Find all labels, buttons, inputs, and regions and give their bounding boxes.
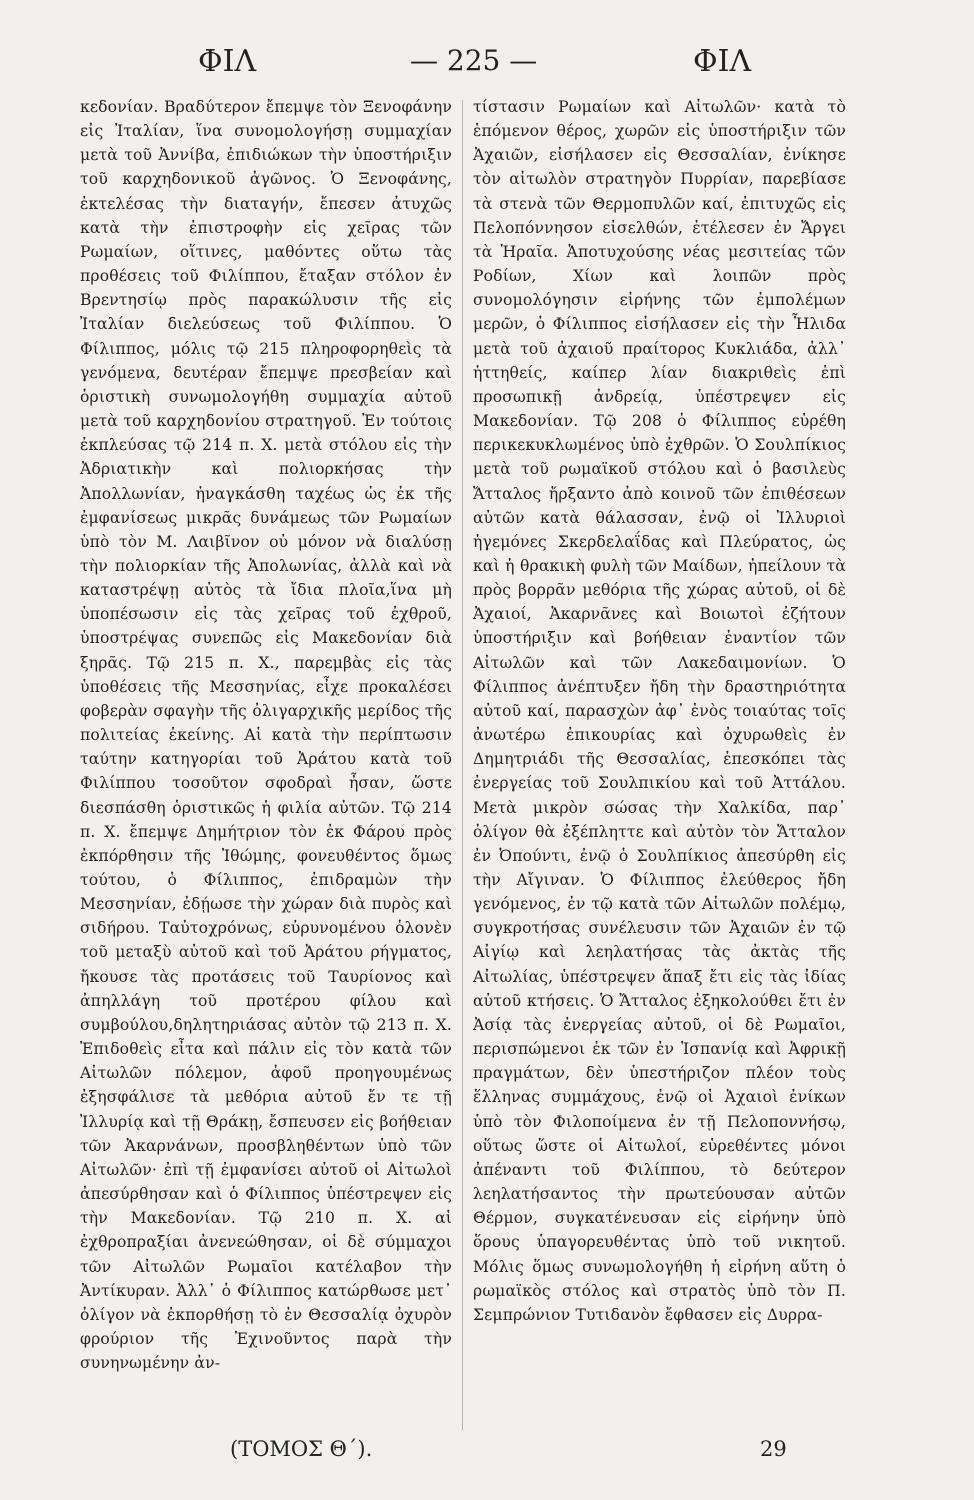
column-divider xyxy=(462,100,463,1430)
page-number: — 225 — xyxy=(410,44,538,77)
signature-mark: 29 xyxy=(760,1437,787,1461)
header-right-title: ΦΙΛ xyxy=(693,44,752,79)
left-column-text: κεδονίαν. Βραδύτερον ἔπεμψε τὸν Ξενοφάνην εἰς Ἰταλίαν, ἵνα συνομολογήσῃ συμμαχίαν μετὰ τοῦ Ἀννίβα, ἐπιδιώκων τὴν ὑποστήριξιν τοῦ καρχηδονικοῦ ἀγῶνος. Ὁ Ξενοφάνης, ἐκτελέσας τὴν διαταγήν, ἔπεσεν ἀτυχῶς κατὰ τὴν ἐπιστροφὴν εἰς χεῖρας τῶν Ρωμαίων, οἵτινες, μαθόντες οὕτω τὰς προθέσεις τοῦ Φιλίππου, ἔταξαν στόλον ἐν Βρεντησίῳ πρὸς παρακώλυσιν τῆς εἰς Ἰταλίαν διελεύσεως τοῦ Φιλίππου. Ὁ Φίλιππος, μόλις τῷ 215 πληροφορηθεὶς τὰ γενόμενα, δευτέραν ἔπεμψε πρεσβείαν καὶ ὁριστικὴ συνωμολογήθη συμμαχία αὐτοῦ μετὰ τοῦ καρχηδονίου στρατηγοῦ. Ἐν τούτοις ἐκπλεύσας τῷ 214 π. Χ. μετὰ στόλου εἰς τὴν Ἀδριατικὴν καὶ πολιορκήσας τὴν Ἀπολλωνίαν, ἠναγκάσθη ταχέως ὡς ἐκ τῆς ἐμφανίσεως μικρᾶς δυνάμεως τῶν Ρωμαίων ὑπὸ τὸν Μ. Λαιβῖνον οὐ μόνον νὰ διαλύσῃ τὴν πολιορκίαν τῆς Ἀπολωνίας, ἀλλὰ καὶ νὰ καταστρέψῃ αὐτὸς τὰ ἴδια πλοῖα,ἵνα μὴ ὑποπέσωσιν εἰς τὰς χεῖρας τοῦ ἐχθροῦ, ὑποστρέψας συνεπῶς εἰς Μακεδονίαν διὰ ξηρᾶς. Τῷ 215 π. Χ., παρεμβὰς εἰς τὰς ὑποθέσεις τῆς Μεσσηνίας, εἶχε προκαλέσει φοβερὰν σφαγὴν τῆς ὀλιγαρχικῆς μερίδος τῆς πολιτείας ἐκείνης. Αἱ κατὰ τὴν περίπτωσιν ταύτην κατηγορίαι τοῦ Ἀράτου κατὰ τοῦ Φιλίππου τοσοῦτον σφοδραὶ ἦσαν, ὥστε διεσπάσθη ὁριστικῶς ἡ φιλία αὐτῶν. Τῷ 214 π. Χ. ἔπεμψε Δημήτριον τὸν ἐκ Φάρου πρὸς ἐκπόρθησιν τῆς Ἰθώμης, φονευθέντος ὅμως τούτου, ὁ Φίλιππος, ἐπιδραμὼν τὴν Μεσσηνίαν, ἐδῄωσε τὴν χώραν διὰ πυρὸς καὶ σιδήρου. Ταὐτοχρόνως, εὐρυνομένου ὁλονὲν τοῦ μεταξὺ αὐτοῦ καὶ τοῦ Ἀράτου ρήγματος, ἤκουσε τὰς προτάσεις τοῦ Ταυρίονος καὶ ἀπηλλάγη τοῦ προτέρου φίλου καὶ συμβούλου,δηλητηριάσας αὐτὸν τῷ 213 π. Χ. Ἐπιδοθεὶς εἶτα καὶ πάλιν εἰς τὸν κατὰ τῶν Αἰτωλῶν πόλεμον, ἀφοῦ προηγουμένως ἐξησφάλισε τὰ μεθόρια αὐτοῦ ἔν τε τῇ Ἰλλυρίᾳ καὶ τῇ Θράκῃ, ἔσπευσεν εἰς βοήθειαν τῶν Ἀκαρνάνων, προσβληθέντων ὑπὸ τῶν Αἰτωλῶν· ἐπὶ τῇ ἐμφανίσει αὐτοῦ οἱ Αἰτωλοὶ ἀπεσύρθησαν καὶ ὁ Φίλιππος ὑπέστρεψεν εἰς τὴν Μακεδονίαν. Τῷ 210 π. Χ. αἱ ἐχθροπραξίαι ἀνενεώθησαν, οἱ δὲ σύμμαχοι τῶν Αἰτωλῶν Ρωμαῖοι κατέλαβον τὴν Ἀντίκυραν. Ἀλλ᾽ ὁ Φίλιππος κατώρθωσε μετ᾽ ὀλίγον νὰ ἐκπορθήσῃ τὸ ἐν Θεσσαλίᾳ ὀχυρὸν φρούριον τῆς Ἐχινοῦντος παρὰ τὴν συνηνωμένην ἀν- xyxy=(80,98,452,1373)
right-text-column xyxy=(473,95,846,1327)
right-column-text: τίστασιν Ρωμαίων καὶ Αἰτωλῶν· κατὰ τὸ ἑπόμενον θέρος, χωρῶν εἰς ὑποστήριξιν τῶν Ἀχαιῶν, εἰσήλασεν εἰς Θεσσαλίαν, ἐνίκησε τὸν αἰτωλὸν στρατηγὸν Πυρρίαν, παρεβίασε τὰ στενὰ τῶν Θερμοπυλῶν καί, ἐπιτυχῶς εἰς Πελοπόννησον εἰσελθών, ἐτέλεσεν ἐν Ἄργει τὰ Ἡραῖα. Ἀποτυχούσης νέας μεσιτείας τῶν Ροδίων, Χίων καὶ λοιπῶν πρὸς συνομολόγησιν εἰρήνης τῶν ἐμπολέμων μερῶν, ὁ Φίλιππος εἰσήλασεν εἰς τὴν Ἦλιδα μετὰ τοῦ ἀχαιοῦ πραίτορος Κυκλιάδα, ἀλλ᾽ ἡττηθείς, καίπερ λίαν διακριθεὶς ἐπὶ προσωπικῇ ἀνδρείᾳ, ὑπέστρεψεν εἰς Μακεδονίαν. Τῷ 208 ὁ Φίλιππος εὑρέθη περικεκυκλωμένος ὑπὸ ἐχθρῶν. Ὁ Σουλπίκιος μετὰ τοῦ ρωμαϊκοῦ στόλου καὶ ὁ βασιλεὺς Ἄτταλος ἤρξαντο ἀπὸ κοινοῦ τῶν ἐπιθέσεων αὐτῶν κατὰ θάλασσαν, ἐνῷ οἱ Ἰλλυριοὶ ἡγεμόνες Σκερδελαΐδας καὶ Πλεύρατος, ὡς καὶ ἡ θρακικὴ φυλὴ τῶν Μαίδων, ἠπείλουν τὰ πρὸς βορρᾶν μεθόρια τῆς χώρας αὐτοῦ, οἱ δὲ Ἀχαιοί, Ἀκαρνᾶνες καὶ Βοιωτοὶ ἐζήτουν ὑποστήριξιν καὶ βοήθειαν ἐναντίον τῶν Αἰτωλῶν καὶ τῶν Λακεδαιμονίων. Ὁ Φίλιππος ἀνέπτυξεν ἤδη τὴν δραστηριότητα αὐτοῦ καί, παρασχὼν ἀφ᾽ ἑνὸς τοιαύτας τοῖς ἀνωτέρω ἐπικουρίας καὶ ὀχυρωθεὶς ἐν Δημητριάδι τῆς Θεσσαλίας, ἐπεσκόπει τὰς ἐνεργείας τοῦ Σουλπικίου καὶ τοῦ Ἀττάλου. Μετὰ μικρὸν σώσας τὴν Χαλκίδα, παρ᾽ ὀλίγον θὰ ἐξέπληττε καὶ αὐτὸν τὸν Ἄτταλον ἐν Ὀπούντι, ἐνῷ ὁ Σουλπίκιος ἀπεσύρθη εἰς τὴν Αἴγιναν. Ὁ Φίλιππος ἐλεύθερος ἤδη γενόμενος, ἐν τῷ κατὰ τῶν Αἰτωλῶν πολέμῳ, συγκροτήσας συνέλευσιν τῶν Ἀχαιῶν ἐν τῷ Αἰγίῳ καὶ λεηλατήσας τὰς ἀκτὰς τῆς Αἰτωλίας, ὑπέστρεψεν ἅπαξ ἔτι εἰς τὰς ἰδίας αὐτοῦ κτήσεις. Ὁ Ἄτταλος ἐξηκολούθει ἔτι ἐν Ἀσίᾳ τὰς ἐνεργείας αὐτοῦ, οἱ δὲ Ρωμαῖοι, περισπώμενοι ἐκ τῶν ἐν Ἱσπανίᾳ καὶ Ἀφρικῇ πραγμάτων, δὲν ὑπεστήριζον πλέον τοὺς ἕλληνας συμμάχους, ἐνῷ οἱ Ἀχαιοὶ ἐνίκων ὑπὸ τὸν Φιλοποίμενα ἐν τῇ Πελοποννήσῳ, οὕτως ὥστε οἱ Αἰτωλοί, εὑρεθέντες μόνοι ἀπέναντι τοῦ Φιλίππου, τὸ δεύτερον λεηλατήσαντος τὴν πρωτεύουσαν αὐτῶν Θέρμον, συγκατένευσαν εἰς εἰρήνην ὑπὸ ὅρους ὑπαγορευθέντας ὑπὸ τοῦ νικητοῦ. Μόλις ὅμως συνωμολογήθη ἡ εἰρήνη αὕτη ὁ ρωμαϊκὸς στόλος καὶ στρατὸς ὑπὸ τὸν Π. Σεμπρώνιον Τυτιδανὸν ἔφθασεν εἰς Δυρρα- xyxy=(473,98,846,1324)
header-left-title: ΦΙΛ xyxy=(198,44,257,79)
page-header xyxy=(0,44,974,84)
left-text-column xyxy=(80,95,452,1375)
volume-footer: (ΤΟΜΟΣ Θ΄). xyxy=(230,1437,373,1461)
